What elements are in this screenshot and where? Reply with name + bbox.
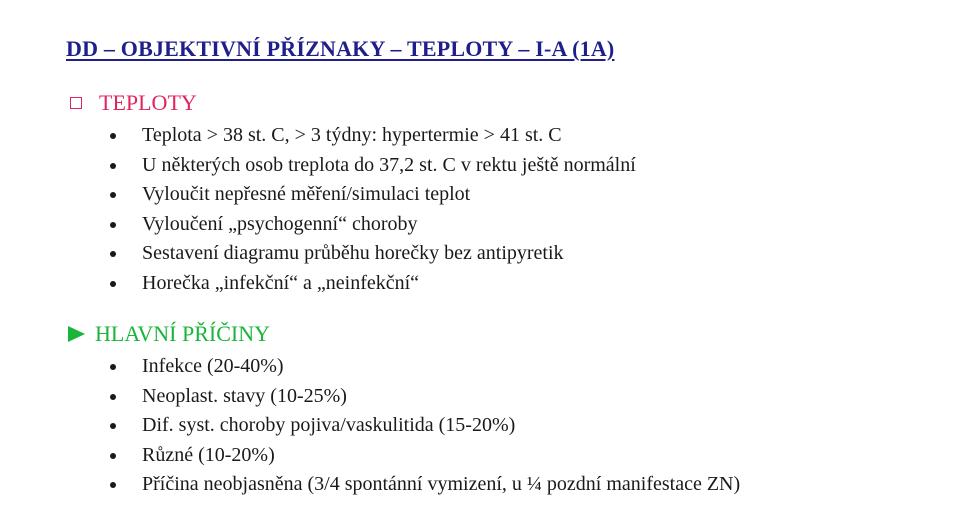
list-item-text: Teplota > 38 st. C, > 3 týdny: hypertermie > 41 st. C bbox=[142, 124, 562, 146]
section-heading-label: HLAVNÍ PŘÍČINY bbox=[95, 321, 270, 346]
list-item bbox=[110, 382, 740, 412]
section-heading-priciny bbox=[68, 321, 270, 347]
hollow-square-icon bbox=[70, 97, 82, 109]
list-item-text: Vyloučení „psychogenní“ choroby bbox=[142, 212, 418, 235]
bullet-icon bbox=[110, 222, 116, 228]
list-item bbox=[110, 470, 740, 500]
list-item-text: Příčina neobjasněna (3/4 spontánní vymizení, u ¼ pozdní manifestace ZN) bbox=[142, 473, 741, 496]
list-item-text: Sestavení diagramu průběhu horečky bez antipyretik bbox=[142, 242, 564, 265]
list-item-text: Infekce (20-40%) bbox=[142, 355, 284, 377]
bullet-icon bbox=[110, 251, 116, 257]
list-item bbox=[110, 239, 636, 269]
right-triangle-icon bbox=[68, 326, 85, 342]
list-item bbox=[110, 269, 636, 299]
bullet-icon bbox=[110, 423, 116, 429]
list-item bbox=[110, 411, 740, 441]
list-item bbox=[110, 352, 740, 382]
list-item bbox=[110, 441, 740, 471]
section-heading-label: TEPLOTY bbox=[99, 90, 197, 115]
section-heading-teploty bbox=[68, 90, 197, 116]
page-title: DD – OBJEKTIVNÍ PŘÍZNAKY – TEPLOTY – I-A (1A) bbox=[66, 36, 615, 61]
bullet-icon bbox=[110, 364, 116, 370]
list-item bbox=[110, 121, 636, 151]
bullet-icon bbox=[110, 453, 116, 459]
bullet-icon bbox=[110, 394, 116, 400]
list-item bbox=[110, 151, 636, 181]
teploty-list bbox=[110, 121, 636, 299]
list-item-text: Vyloučit nepřesné měření/simulaci teplot bbox=[142, 183, 471, 206]
list-item-text: Různé (10-20%) bbox=[142, 443, 275, 466]
bullet-icon bbox=[110, 163, 116, 169]
priciny-list bbox=[110, 352, 740, 500]
bullet-icon bbox=[110, 281, 116, 287]
list-item-text: Horečka „infekční“ a „neinfekční“ bbox=[142, 271, 420, 294]
list-item bbox=[110, 180, 636, 210]
list-item-text: Dif. syst. choroby pojiva/vaskulitida (15-20%) bbox=[142, 414, 516, 437]
list-item bbox=[110, 210, 636, 240]
list-item-text: Neoplast. stavy (10-25%) bbox=[142, 384, 347, 407]
list-item-text: U některých osob treplota do 37,2 st. C v rektu ještě normální bbox=[142, 153, 636, 176]
bullet-icon bbox=[110, 133, 116, 139]
bullet-icon bbox=[110, 192, 116, 198]
bullet-icon bbox=[110, 482, 116, 488]
